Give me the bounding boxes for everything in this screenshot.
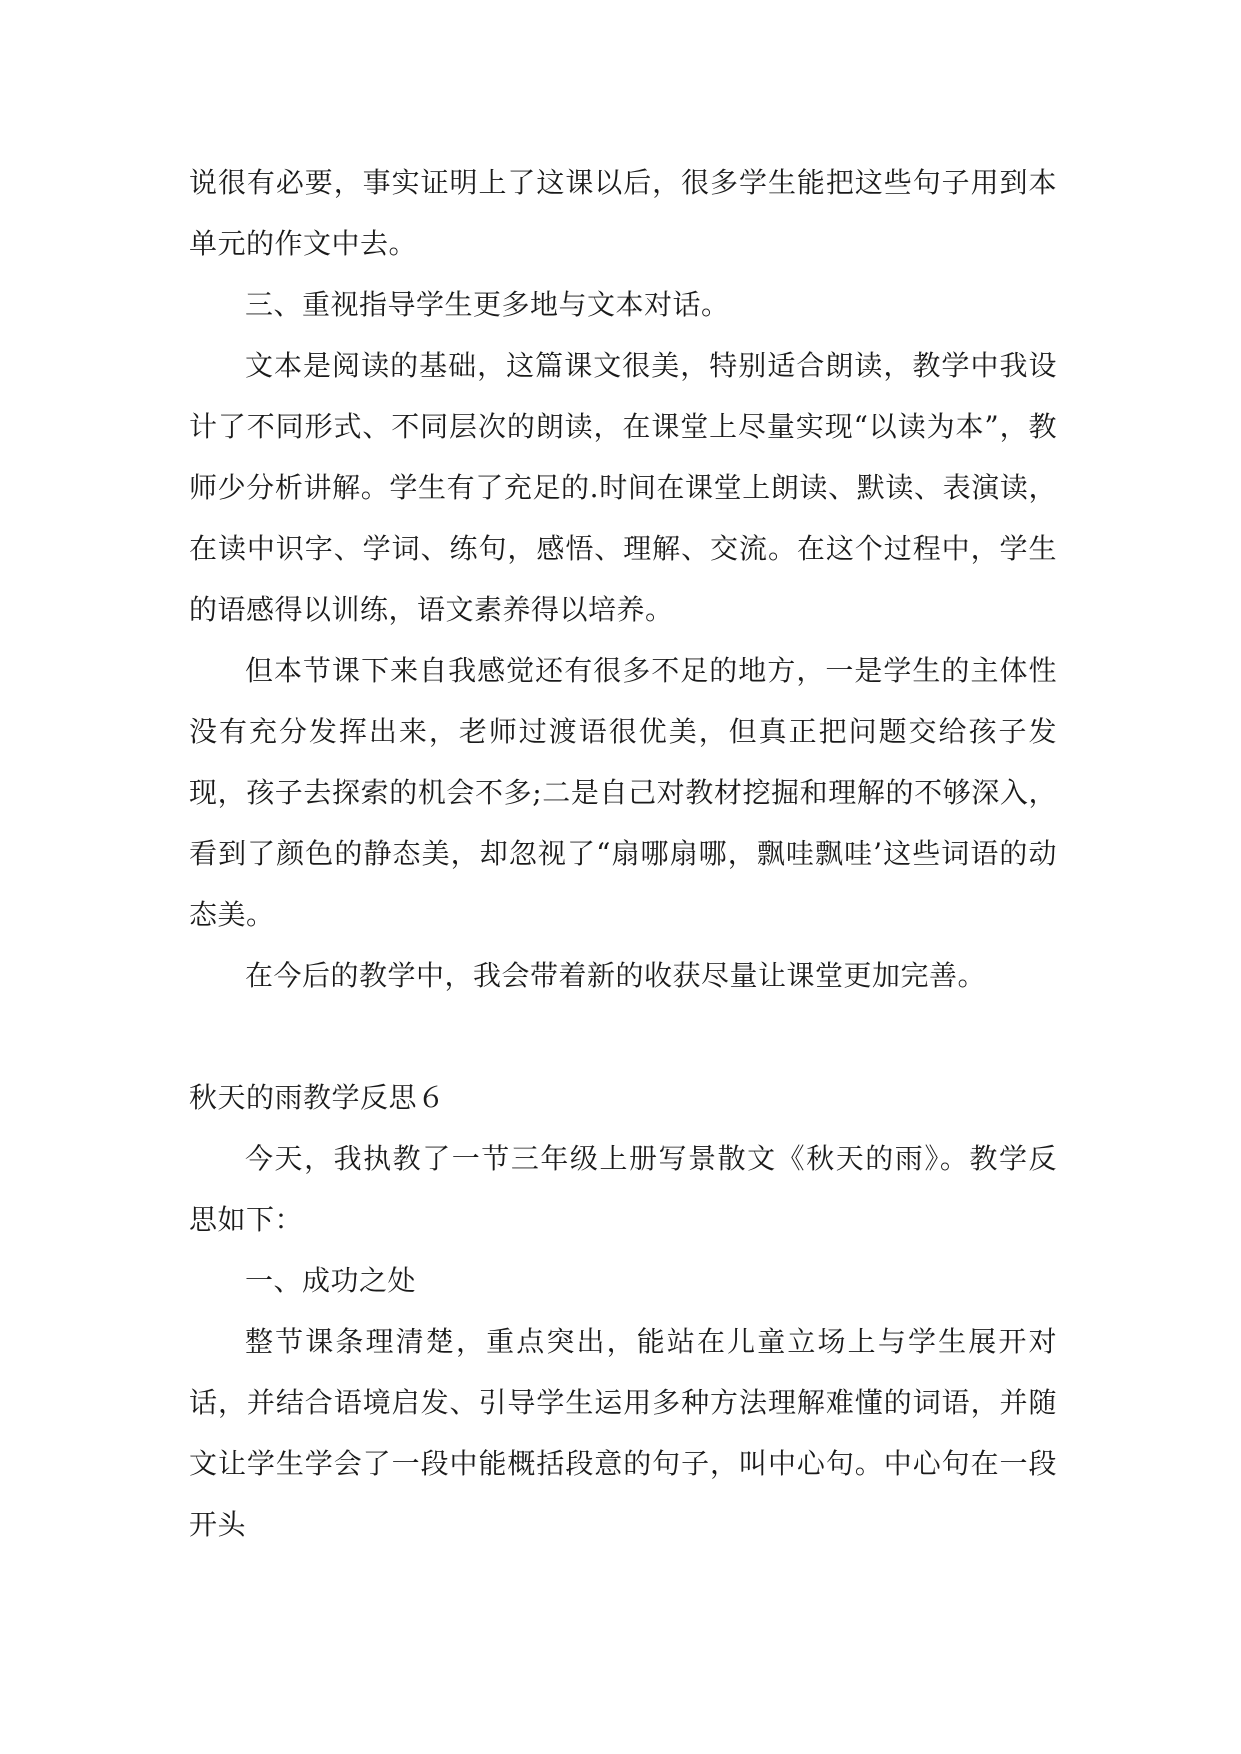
section-spacer	[189, 1006, 1057, 1067]
paragraph-success: 整节课条理清楚，重点突出，能站在儿童立场上与学生展开对话，并结合语境启发、引导学生运用多种方法理解难懂的词语，并随文让学生学会了一段中能概括段意的句子，叫中心句。中心句在一段开头	[189, 1325, 1057, 1541]
paragraph-heading-one: 一、成功之处	[245, 1264, 417, 1297]
paragraph-future: 在今后的教学中，我会带着新的收获尽量让课堂更加完善。	[245, 959, 987, 992]
paragraph-continuation: 说很有必要，事实证明上了这课以后，很多学生能把这些句子用到本单元的作文中去。	[189, 166, 1057, 260]
section-title: 秋天的雨教学反思６	[189, 1081, 446, 1114]
paragraph-text-dialogue: 文本是阅读的基础，这篇课文很美，特别适合朗读，教学中我设计了不同形式、不同层次的朗读，在课堂上尽量实现“以读为本”，教师少分析讲解。学生有了充足的.时间在课堂上朗读、默读、表演读，在读中识字、学词、练句，感悟、理解、交流。在这个过程中，学生的语感得以训练，语文素养得以培养。	[189, 349, 1057, 626]
document-body	[189, 152, 1057, 1555]
paragraph-shortcomings: 但本节课下来自我感觉还有很多不足的地方，一是学生的主体性没有充分发挥出来，老师过渡语很优美，但真正把问题交给孩子发现，孩子去探索的机会不多;二是自己对教材挖掘和理解的不够深入，看到了颜色的静态美，却忽视了“扇哪扇哪，飘哇飘哇’这些词语的动态美。	[189, 654, 1057, 931]
paragraph-heading-three: 三、重视指导学生更多地与文本对话。	[245, 288, 730, 321]
paragraph-intro: 今天，我执教了一节三年级上册写景散文《秋天的雨》。教学反思如下：	[189, 1142, 1057, 1236]
